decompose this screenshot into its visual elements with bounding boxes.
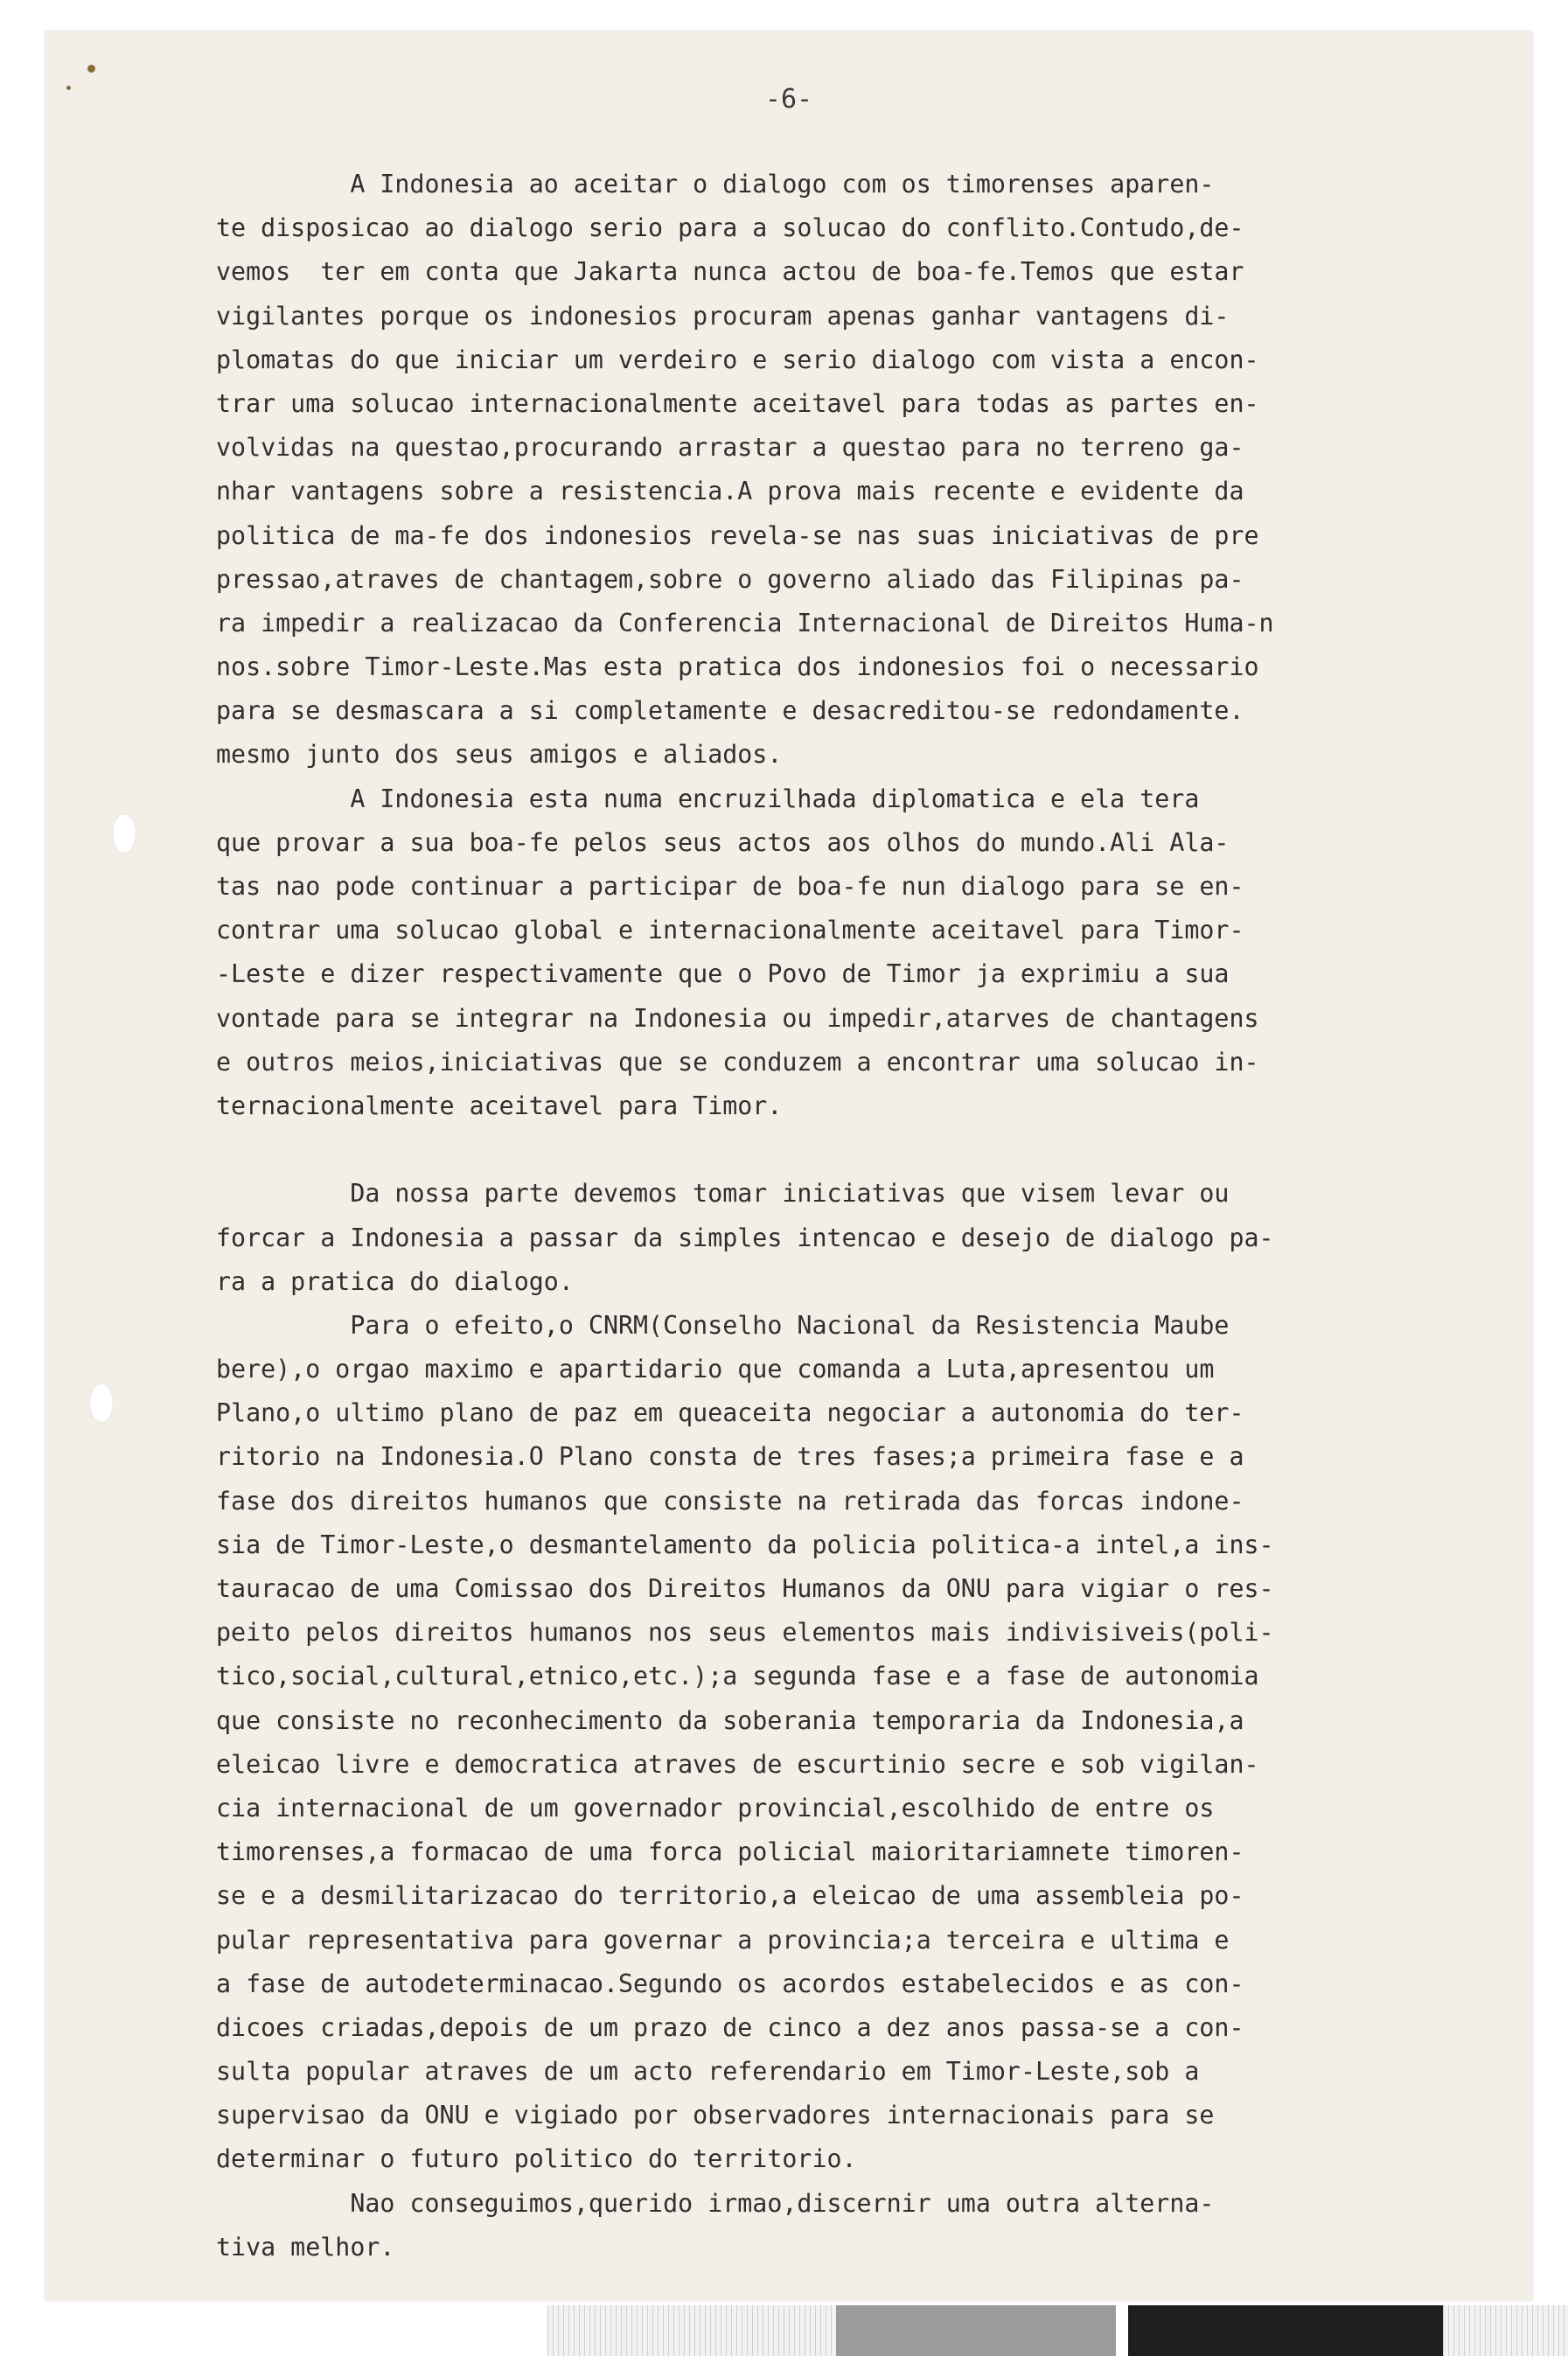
text-line: se e a desmilitarizacao do territorio,a eleicao de uma assembleia po- <box>216 1881 1244 1911</box>
text-line: peito pelos direitos humanos nos seus elementos mais indivisiveis(poli- <box>216 1618 1274 1648</box>
text-line: Para o efeito,o CNRM(Conselho Nacional da Resistencia Maube <box>216 1310 1230 1340</box>
stain-mark <box>87 65 95 73</box>
text-line: sulta popular atraves de um acto referendario em Timor-Leste,sob a <box>216 2057 1200 2087</box>
text-line: Nao conseguimos,querido irmao,discernir uma outra alterna- <box>216 2188 1215 2218</box>
text-line: e outros meios,iniciativas que se conduzem a encontrar uma solucao in- <box>216 1047 1259 1077</box>
text-line: tiva melhor. <box>216 2232 395 2262</box>
text-line: tas nao pode continuar a participar de boa-fe nun dialogo para se en- <box>216 872 1244 901</box>
text-line: nos.sobre Timor-Leste.Mas esta pratica dos indonesios foi o necessario <box>216 652 1259 682</box>
text-line: sia de Timor-Leste,o desmantelamento da policia politica-a intel,a ins- <box>216 1530 1274 1559</box>
text-line: supervisao da ONU e vigiado por observadores internacionais para se <box>216 2101 1215 2130</box>
scale-ruler <box>547 2305 836 2356</box>
text-line: vontade para se integrar na Indonesia ou impedir,atarves de chantagens <box>216 1003 1259 1033</box>
text-line: -Leste e dizer respectivamente que o Povo de Timor ja exprimiu a sua <box>216 959 1230 989</box>
text-line: trar uma solucao internacionalmente aceitavel para todas as partes en- <box>216 388 1259 418</box>
text-line: nhar vantagens sobre a resistencia.A prova mais recente e evidente da <box>216 477 1244 506</box>
text-line: plomatas do que iniciar um verdeiro e serio dialogo com vista a encon- <box>216 345 1259 374</box>
text-line: bere),o orgao maximo e apartidario que comanda a Luta,apresentou um <box>216 1355 1215 1384</box>
text-line: politica de ma-fe dos indonesios revela-se nas suas iniciativas de pre <box>216 520 1259 550</box>
text-line: ternacionalmente aceitavel para Timor. <box>216 1091 783 1120</box>
text-line: dicoes criadas,depois de um prazo de cinco a dez anos passa-se a con- <box>216 2012 1244 2042</box>
scale-ruler-grey <box>836 2305 1116 2356</box>
text-line: Plano,o ultimo plano de paz em queaceita negociar a autonomia do ter- <box>216 1398 1244 1428</box>
text-line: Da nossa parte devemos tomar iniciativas que visem levar ou <box>216 1179 1230 1209</box>
text-line: que provar a sua boa-fe pelos seus actos aos olhos do mundo.Ali Ala- <box>216 827 1230 857</box>
text-line: tico,social,cultural,etnico,etc.);a segunda fase e a fase de autonomia <box>216 1662 1259 1691</box>
text-line: contrar uma solucao global e internacionalmente aceitavel para Timor- <box>216 916 1244 945</box>
punch-hole <box>89 1383 114 1423</box>
stain-mark <box>66 86 71 90</box>
text-line: te disposicao ao dialogo serio para a solucao do conflito.Contudo,de- <box>216 213 1244 243</box>
text-line: A Indonesia ao aceitar o dialogo com os timorenses aparen- <box>216 170 1215 199</box>
scale-ruler-end <box>1443 2305 1568 2356</box>
text-line: ritorio na Indonesia.O Plano consta de tres fases;a primeira fase e a <box>216 1442 1244 1472</box>
text-line: A Indonesia esta numa encruzilhada diplomatica e ela tera <box>216 784 1200 813</box>
text-line: pressao,atraves de chantagem,sobre o governo aliado das Filipinas pa- <box>216 564 1244 594</box>
text-line: eleicao livre e democratica atraves de escurtinio secre e sob vigilan- <box>216 1749 1259 1779</box>
text-line: a fase de autodeterminacao.Segundo os acordos estabelecidos e as con- <box>216 1969 1244 1998</box>
text-line: mesmo junto dos seus amigos e aliados. <box>216 740 783 770</box>
text-line: fase dos direitos humanos que consiste na retirada das forcas indone- <box>216 1486 1244 1516</box>
typewritten-text <box>216 163 1502 2269</box>
text-line: vemos ter em conta que Jakarta nunca actou de boa-fe.Temos que estar <box>216 257 1244 287</box>
text-line: cia internacional de um governador provincial,escolhido de entre os <box>216 1793 1215 1823</box>
text-line: determinar o futuro politico do territorio. <box>216 2144 857 2174</box>
document-page <box>45 31 1532 2300</box>
page-number: -6- <box>764 84 813 115</box>
text-line: timorenses,a formacao de uma forca policial maioritariamnete timoren- <box>216 1837 1244 1867</box>
text-line: volvidas na questao,procurando arrastar a questao para no terreno ga- <box>216 433 1244 463</box>
text-line: que consiste no reconhecimento da soberania temporaria da Indonesia,a <box>216 1705 1244 1735</box>
text-line: tauracao de uma Comissao dos Direitos Humanos da ONU para vigiar o res- <box>216 1574 1274 1603</box>
text-line <box>216 1128 1502 1172</box>
text-line: ra impedir a realizacao da Conferencia Internacional de Direitos Huma-n <box>216 608 1274 638</box>
text-line: vigilantes porque os indonesios procuram apenas ganhar vantagens di- <box>216 301 1230 331</box>
punch-hole <box>112 813 136 854</box>
text-line: para se desmascara a si completamente e desacreditou-se redondamente. <box>216 696 1244 726</box>
scale-ruler-black <box>1128 2305 1443 2356</box>
text-line: ra a pratica do dialogo. <box>216 1266 574 1296</box>
text-line: pular representativa para governar a provincia;a terceira e ultima e <box>216 1925 1230 1955</box>
text-line: forcar a Indonesia a passar da simples intencao e desejo de dialogo pa- <box>216 1223 1274 1252</box>
